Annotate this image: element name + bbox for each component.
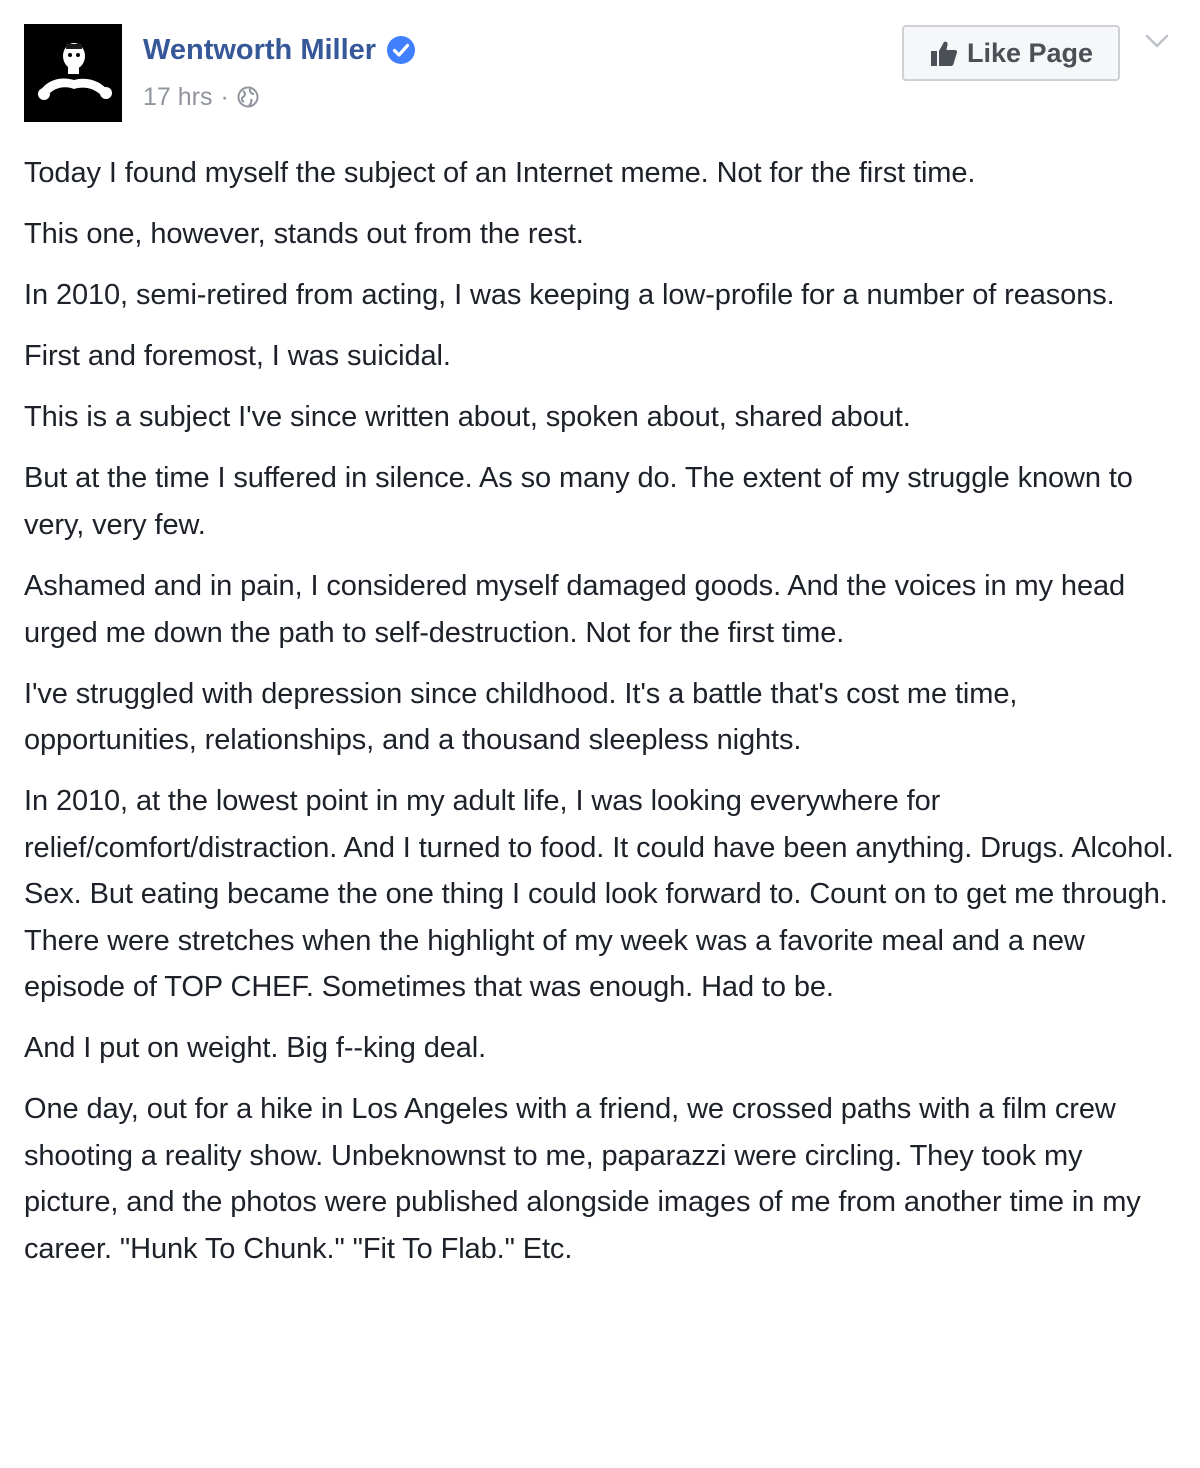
post-paragraph: In 2010, at the lowest point in my adult life, I was looking everywhere for relief/comfort/distraction. And I turned to food. It could have been anything. Drugs. Alcohol. Sex. But eating became the one thing I could look forward to. Count on to get me through. There were stretches when the highlight of my week was a favorite meal and a new episode of TOP CHEF. Sometimes that was enough. Had to be. <box>24 785 1174 1004</box>
post-paragraph: One day, out for a hike in Los Angeles with a friend, we crossed paths with a film crew shooting a reality show. Unbeknownst to me, paparazzi were circling. They took my picture, and the photos were published alongside images of me from another time in my career. "Hunk To Chunk." "Fit To Flab." Etc. <box>24 1093 1141 1265</box>
post-timestamp-link[interactable]: 17 hrs <box>143 82 213 111</box>
author-avatar[interactable] <box>24 24 122 122</box>
globe-icon[interactable] <box>237 86 259 108</box>
author-name-link[interactable]: Wentworth Miller <box>143 33 377 66</box>
post-paragraph: Today I found myself the subject of an Internet meme. Not for the first time. <box>24 157 976 189</box>
post-paragraph: But at the time I suffered in silence. As so many do. The extent of my struggle known to very, very few. <box>24 462 1133 541</box>
post-meta <box>143 80 259 114</box>
post-paragraph: And I put on weight. Big f--king deal. <box>24 1032 487 1065</box>
thumbs-up-icon <box>929 38 959 68</box>
like-page-button[interactable] <box>902 25 1120 81</box>
meta-separator: · <box>220 82 229 111</box>
post-paragraph: This is a subject I've since written about, spoken about, shared about. <box>24 401 911 434</box>
verified-badge-icon <box>386 35 416 65</box>
post-paragraph: In 2010, semi-retired from acting, I was keeping a low-profile for a number of reasons. <box>24 279 1115 312</box>
post-body <box>24 150 1174 1287</box>
chevron-down-icon[interactable] <box>1142 30 1172 54</box>
post-paragraph: Ashamed and in pain, I considered myself damaged goods. And the voices in my head urged me down the path to self-destruction. Not for the first time. <box>24 570 1126 649</box>
like-page-label: Like Page <box>966 37 1094 68</box>
post-paragraph: I've struggled with depression since childhood. It's a battle that's cost me time, opportunities, relationships, and a thousand sleepless nights. <box>24 677 1018 757</box>
author-line <box>143 30 416 70</box>
profile-photo-icon <box>24 24 122 122</box>
post-paragraph: This one, however, stands out from the rest. <box>24 218 584 251</box>
post-paragraph: First and foremost, I was suicidal. <box>24 340 451 373</box>
